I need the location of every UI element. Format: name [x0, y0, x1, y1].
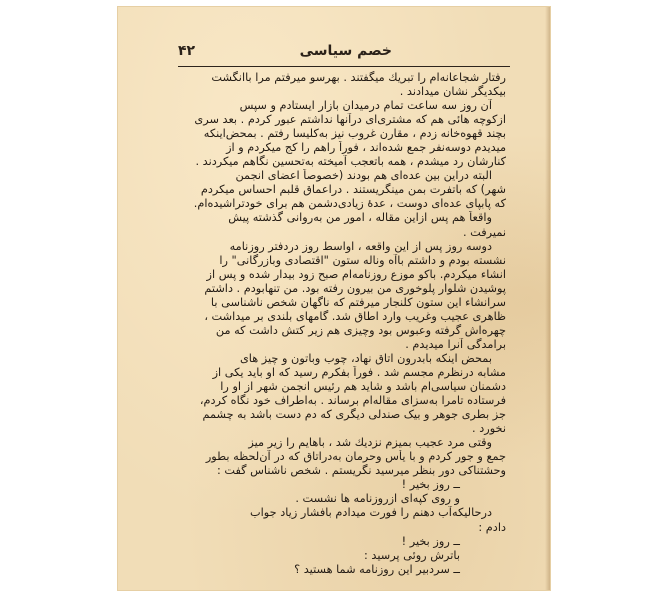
running-header — [178, 43, 510, 65]
text-line: چهره‌اش گرفته وعبوس بود وچیزی هم زیر کتش داشت که من — [215, 323, 506, 337]
text-line: ازکوچه هائی هم که مشتری‌ای درآنها نداشتم عبور کردم . بعد سری — [194, 113, 506, 127]
text-line: درحالیکه‌آب دهنم را فورت میدادم بافشار زیاد جواب — [250, 506, 492, 520]
running-title: خصم سیاسی — [299, 43, 392, 59]
text-line: آن روز سه ساعت تمام درمیدان بازار ایستادم و سپس — [239, 99, 492, 113]
text-line: ــ سردبیر این روزنامه شما هستید ؟ — [294, 562, 460, 576]
text-line: ــ روز بخیر ! — [401, 534, 460, 548]
text-line: که پابپای عده‌ای دوست ، عدهٔ زیادی‌دشمن هم برای خودتراشیده‌ام. — [193, 197, 506, 211]
text-line: دشمنان سیاسی‌ام باشد و شاید هم رئیس انجمن شهر از او را — [220, 380, 506, 394]
text-line: سرانشاء این ستون کلنجار میرفتم که ناگهان شخص ناشناسی با — [210, 295, 506, 309]
text-line: نمیرفت . — [463, 225, 506, 239]
text-line: واقعاً هم پس ازاین مقاله ، امور من به‌روانی گذشته پیش — [228, 211, 492, 225]
page-edge-shadow — [545, 7, 550, 590]
text-line: جمع و جور کردم و با یأس وحرمان به‌دراتاق که در آن‌لحظه بطور — [205, 450, 506, 464]
text-line: ــ روز بخیر ! — [401, 478, 460, 492]
text-line: البته دراین بین عده‌ای هم بودند (خصوصاً اعضای انجمن — [235, 169, 492, 183]
text-line: کنارشان رد میشدم ، همه باتعجب آمیخته به‌تحسین نگاهم میکردند . — [195, 155, 506, 169]
text-line: ظاهری عجیب وغریب وارد اطاق شد. گامهای بلندی بر میداشت ، — [204, 309, 506, 323]
header-rule — [178, 66, 510, 67]
text-line: پوشیدن شلوار پلوخوری من بیرون رفته بود. من تنهابودم . داشتم — [204, 281, 506, 295]
text-line: انشاء میکردم. باکو موزع روزنامه‌ام صبح زود بیدار شده و پس از — [206, 267, 506, 281]
text-line: نشسته بودم و داشتم باآه وناله ستون "اقتصادی وبازرگانی" را — [219, 253, 506, 267]
page-number: ۴۲ — [178, 43, 196, 59]
body-text — [176, 71, 506, 577]
text-line: دوسه روز پس از این واقعه ، اواسط روز دردفتر روزنامه — [229, 239, 492, 253]
text-line: نخورد . — [472, 422, 506, 436]
text-line: شهر) که باتفرت بمن مینگریستند . دراعماق قلبم احساس میکردم — [200, 183, 506, 197]
text-line: رفتار شجاعانه‌ام را تبریك میگفتند . بهرسو میرفتم مرا باانگشت — [211, 71, 506, 84]
text-line: مشابه درنظرم مجسم شد . فوراً بفکرم رسید که او باید یکی از — [212, 365, 506, 379]
text-line: بیکدیگر نشان میدادند . — [399, 85, 506, 99]
text-line: برامدگی آنرا میدیدم . — [405, 337, 506, 351]
text-line: بچند قهوه‌خانه زدم ، مقارن غروب نیز به‌کلیسا رفتم . بمحض‌اینکه — [203, 127, 506, 141]
text-line: جز بطری جوهر و بیک صندلی دیگری که دم دست باشد به چشمم — [202, 408, 506, 422]
book-page — [118, 7, 550, 590]
text-line: وحشتناکی دور بنظر میرسید نگریستم . شخص ناشناس گفت : — [216, 464, 506, 478]
text-line: بمحض اینکه بابدرون اتاق نهاد، چوب وباتون و چیز های — [239, 351, 492, 365]
text-line: دادم : — [478, 520, 506, 534]
text-line: فرستاده تامرا به‌سزای مقاله‌ام برساند . به‌اطراف خود نگاه کردم، — [199, 394, 506, 408]
text-line: میدیدم دوسه‌نفر جمع شده‌اند ، فوراً راهم را کج میکردم و از — [226, 141, 506, 155]
text-line: وقتی مرد عجیب بمیزم نزدیك شد ، باهایم را زیر میز — [248, 436, 492, 450]
text-line: و روی کپه‌ای ازروزنامه ها نشست . — [295, 492, 460, 506]
text-line: باترش روئی پرسید : — [364, 548, 460, 562]
